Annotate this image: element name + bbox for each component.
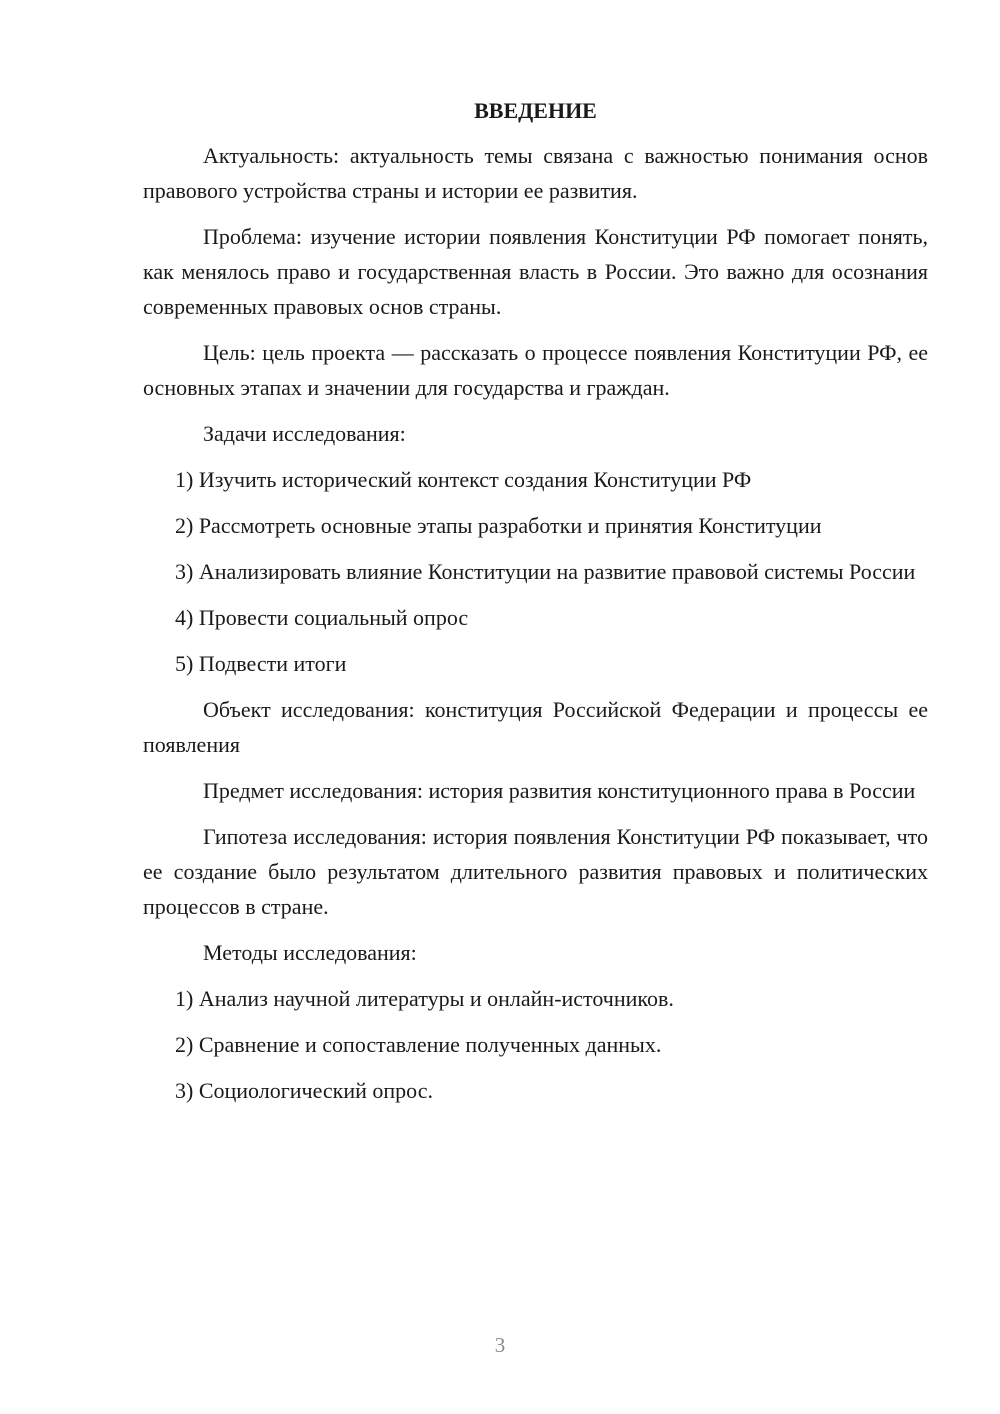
method-item: 2) Сравнение и сопоставление полученных данных. [175,1032,662,1057]
document-body [143,95,928,1119]
tasks-title: Задачи исследования: [203,421,406,446]
task-item: 4) Провести социальный опрос [175,605,469,630]
page-number: 3 [494,1333,506,1357]
subject-paragraph: Предмет исследования: история развития конституционного права в России [203,778,916,803]
task-item: 2) Рассмотреть основные этапы разработки и принятия Конституции [175,513,822,538]
object-paragraph: Объект исследования: конституция Российской Федерации и процессы ее появления [143,697,928,757]
methods-title: Методы исследования: [203,940,417,965]
method-item: 1) Анализ научной литературы и онлайн-источников. [175,986,674,1011]
section-heading: ВВЕДЕНИЕ [474,98,597,123]
goal-paragraph: Цель: цель проекта — рассказать о процессе появления Конституции РФ, ее основных этапах и значении для государства и граждан. [143,340,928,400]
hypothesis-paragraph: Гипотеза исследования: история появления Конституции РФ показывает, что ее создание было результатом длительного развития правовых и политических процессов в стране. [143,824,928,919]
problem-paragraph: Проблема: изучение истории появления Конституции РФ помогает понять, как менялось право и государственная власть в России. Это важно для осознания современных правовых основ страны. [143,224,928,319]
method-item: 3) Социологический опрос. [175,1078,433,1103]
relevance-paragraph: Актуальность: актуальность темы связана с важностью понимания основ правового устройства страны и истории ее развития. [143,143,928,203]
task-item: 1) Изучить исторический контекст создания Конституции РФ [175,467,752,492]
task-item: 5) Подвести итоги [175,651,347,676]
task-item: 3) Анализировать влияние Конституции на развитие правовой системы России [175,559,916,584]
